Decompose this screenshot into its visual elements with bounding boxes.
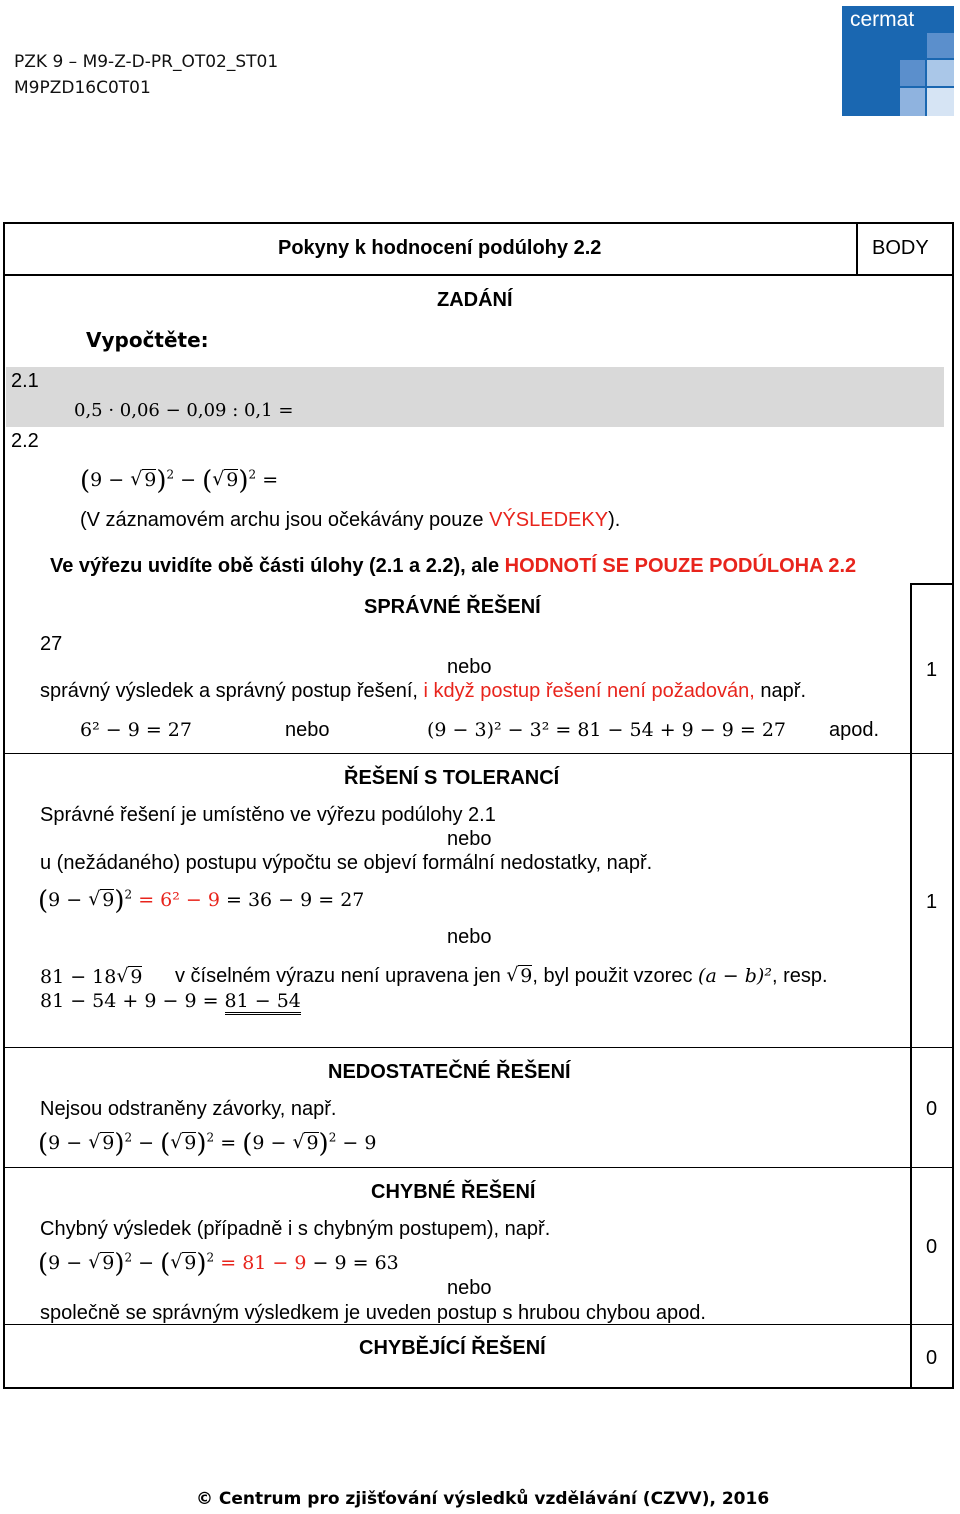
tolerance-expression-4: 81 − 54 + 9 − 9 = 81 − 54	[40, 990, 301, 1012]
correct-example-expression-b: (9 − 3)² − 3² = 81 − 54 + 9 − 9 = 27	[427, 719, 787, 741]
insufficient-solution-title: NEDOSTATEČNÉ ŘEŠENÍ	[328, 1061, 571, 1083]
wrong-example-expression: (9 − √ 9)$^2$ − (√ 9)$^2$ = 81 − 9 − 9 = 63	[38, 1249, 399, 1279]
insufficient-points: 0	[926, 1098, 938, 1120]
wrong-text-2: společně se správným výsledkem je uveden postup s hrubou chybou apod.	[40, 1302, 706, 1324]
logo-text: cermat	[850, 8, 915, 31]
or-label: nebo	[447, 1277, 492, 1299]
footer-copyright: © Centrum pro zjišťování výsledků vzdělávání (CZVV), 2016	[196, 1489, 770, 1509]
tolerance-text-2: u (nežádaného) postupu výpočtu se objeví formální nedostatky, např.	[40, 852, 653, 874]
points-header: BODY	[872, 237, 929, 259]
correct-solution-text: správný výsledek a správný postup řešení, i když postup řešení není požadován, např.	[40, 680, 807, 702]
or-label: nebo	[447, 926, 492, 948]
correct-answer: 27	[40, 633, 63, 655]
or-label: nebo	[285, 719, 330, 741]
missing-points: 0	[926, 1347, 938, 1369]
document-code: PZK 9 – M9-Z-D-PR_OT02_ST01	[14, 52, 279, 72]
insufficient-example-expression: (9 − √ 9)$^2$ − (√ 9)$^2$ = (9 − √ 9)$^2$ − 9	[38, 1129, 376, 1159]
or-label: nebo	[447, 656, 492, 678]
cutout-note: Ve výřezu uvidíte obě části úlohy (2.1 a 2.2), ale HODNOTÍ SE POUZE PODÚLOHA 2.2	[50, 555, 857, 577]
correct-points: 1	[926, 659, 938, 681]
or-label: nebo	[447, 828, 492, 850]
wrong-points: 0	[926, 1236, 938, 1258]
tolerance-text-1: Správné řešení je umístěno ve výřezu podúlohy 2.1	[40, 804, 496, 826]
tolerance-text-3: v číselném výrazu není upravena jen √ 9, byl použit vzorec (a − b)², resp.	[175, 965, 828, 988]
etc-label: apod.	[829, 719, 880, 741]
table-title: Pokyny k hodnocení podúlohy 2.2	[278, 237, 602, 259]
tolerance-solution-title: ŘEŠENÍ S TOLERANCÍ	[344, 767, 560, 789]
correct-solution-title: SPRÁVNÉ ŘEŠENÍ	[364, 596, 541, 618]
answer-note: (V záznamovém archu jsou očekávány pouze VÝSLEDEKY).	[80, 509, 621, 531]
missing-solution-title: CHYBĚJÍCÍ ŘEŠENÍ	[359, 1337, 546, 1359]
wrong-solution-title: CHYBNÉ ŘEŠENÍ	[371, 1181, 536, 1203]
item-2-1-expression: 0,5 · 0,06 − 0,09 : 0,1 =	[74, 400, 294, 421]
tolerance-expression-3: 81 − 18√ 9	[40, 966, 142, 988]
item-2-1-label: 2.1	[11, 370, 39, 392]
item-2-2-label: 2.2	[11, 430, 39, 452]
correct-example-expression-a: 6² − 9 = 27	[80, 719, 192, 741]
tolerance-example-expression: (9 − √ 9)$^2$ = 6² − 9 = 36 − 9 = 27	[38, 886, 364, 916]
assignment-title: ZADÁNÍ	[437, 289, 513, 311]
cermat-logo	[842, 6, 954, 116]
tolerance-points: 1	[926, 891, 938, 913]
wrong-text-1: Chybný výsledek (případně i s chybným postupem), např.	[40, 1218, 551, 1240]
item-2-2-expression: (9 − √ 9)$^2$ − (√ 9)$^2$ =	[80, 466, 278, 496]
insufficient-text: Nejsou odstraněny závorky, např.	[40, 1098, 337, 1120]
instruction-heading: Vypočtěte:	[86, 328, 209, 352]
document-code-secondary: M9PZD16C0T01	[14, 78, 151, 98]
